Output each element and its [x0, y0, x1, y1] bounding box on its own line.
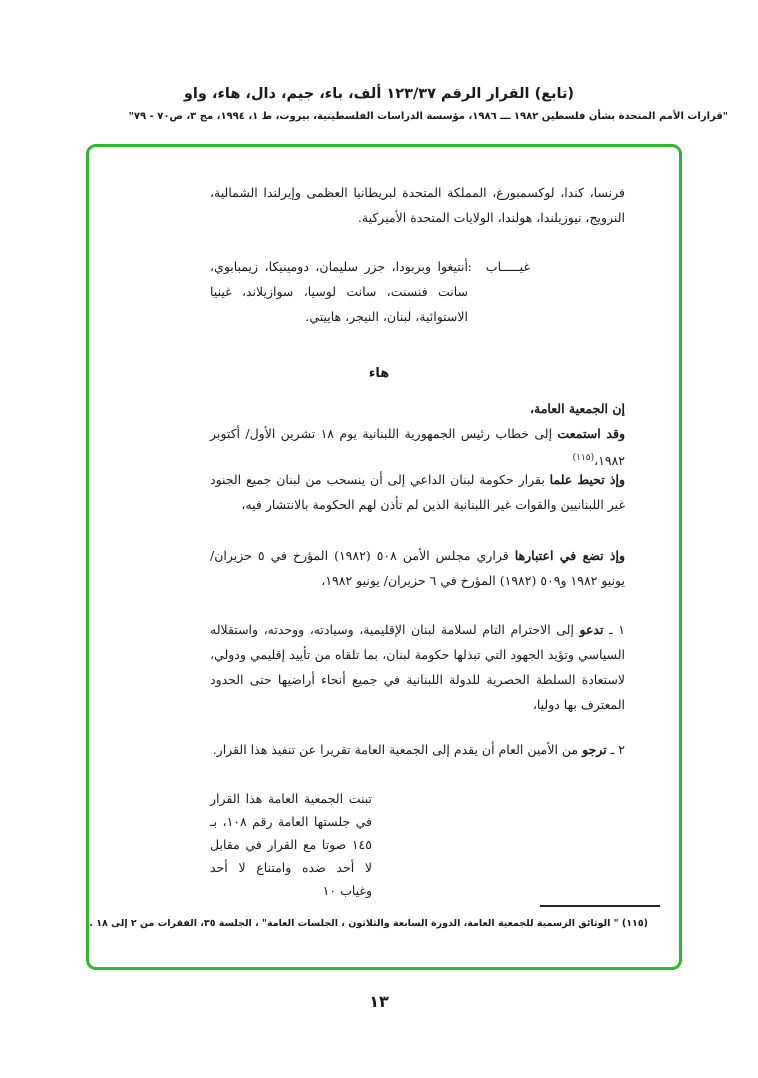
- paragraph-3-lead: وإذ تضع في اعتبارها: [514, 548, 626, 563]
- footnote-divider: [540, 905, 660, 907]
- paragraph-5-lead: ترجو: [582, 742, 607, 757]
- page-number: ١٣: [369, 992, 389, 1011]
- footnote-ref[interactable]: (١١٥): [572, 453, 595, 463]
- paragraph-5-text: من الأمين العام أن يقدم إلى الجمعية العامة تقريرا عن تنفيذ هذا القرار.: [212, 742, 583, 757]
- paragraph-1-text: إلى خطاب رئيس الجمهورية اللبنانية يوم ١٨ تشرين الأول/ أكتوبر ١٩٨٢،: [210, 426, 625, 469]
- paragraph-1: [210, 421, 625, 473]
- page-header-source: "قرارات الأمم المتحدة بشأن فلسطين ١٩٨٢ ـــ ١٩٨٦، مؤسسة الدراسات الفلسطينية، بيروت، ط ١، ١٩٩٤، مج ٣، ص٧٠ - ٧٩": [128, 111, 728, 122]
- adoption-note: تبنت الجمعية العامة هذا القرار في جلستها العامة رقم ١٠٨، بـ ١٤٥ صوتا مع القرار في مقابل لا أحد ضده وامتناع لا أحد وغياب ١٠: [210, 791, 372, 898]
- paragraph-4-lead: تدعو: [579, 622, 604, 637]
- page-header-title: (تابع) القرار الرقم ١٢٣/٣٧ ألف، باء، جيم، دال، هاء، واو: [183, 86, 575, 102]
- section-title: هاء: [368, 366, 390, 381]
- paragraph-2: [210, 467, 625, 517]
- paragraph-5-number: ٢ ـ: [606, 742, 625, 757]
- assembly-line: إن الجمعية العامة،: [530, 401, 625, 416]
- absent-label-text: غيـــــاب: [485, 259, 530, 274]
- paragraph-2-lead: وإذ تحيط علما: [549, 472, 625, 487]
- paragraph-4: [210, 617, 625, 717]
- absent-label: [467, 254, 530, 279]
- voting-countries-continued: فرنسا، كندا، لوكسمبورغ، المملكة المتحدة لبريطانيا العظمى وإيرلندا الشمالية، النرويج، نيوزيلندا، هولندا، الولايات المتحدة الأميركية.: [210, 185, 625, 225]
- paragraph-4-number: ١ ـ: [603, 622, 626, 637]
- paragraph-3: [210, 543, 625, 593]
- paragraph-2-text: بقرار حكومة لبنان الداعي إلى أن ينسحب من لبنان جميع الجنود غير اللبنانيين والقوات غير اللبنانية الذين لم تأذن لهم الحكومة بالانتشار فيه،: [210, 472, 625, 512]
- absent-countries: أنتيغوا وبربودا، جزر سليمان، دومينيكا، زيمبابوي، سانت فنسنت، سانت لوسيا، سوازيلاند، غينيا الاستوائية، لبنان، النيجر، هاييتي.: [210, 259, 468, 324]
- paragraph-4-text: إلى الاحترام التام لسلامة لبنان الإقليمية، وسيادته، ووحدته، واستقلاله السياسي وتؤيد الجهود التي تبذلها حكومة لبنان، بما تلقاه من تأييد إقليمي ودولي، لاستعادة السلطة الحصرية للدولة اللبنانية في جميع أنحاء أراضيها حتى الحدود المعترف بها دوليا،: [210, 622, 625, 712]
- paragraph-1-lead: وقد استمعت: [557, 426, 625, 441]
- paragraph-3-text: قراري مجلس الأمن ٥٠٨ (١٩٨٢) المؤرخ في ٥ حزيران/ يونيو ١٩٨٢ و٥٠٩ (١٩٨٢) المؤرخ في ٦ حزيران/ يونيو ١٩٨٢،: [210, 548, 625, 588]
- absent-colon: :: [467, 259, 472, 274]
- footnote: (١١٥) " الوثائق الرسمية للجمعية العامة، الدورة السابعة والثلاثون ، الجلسات العامة" ، الجلسة ٣٥، الفقرات من ٢ إلى ١٨ .: [89, 918, 648, 929]
- paragraph-5: [210, 737, 625, 762]
